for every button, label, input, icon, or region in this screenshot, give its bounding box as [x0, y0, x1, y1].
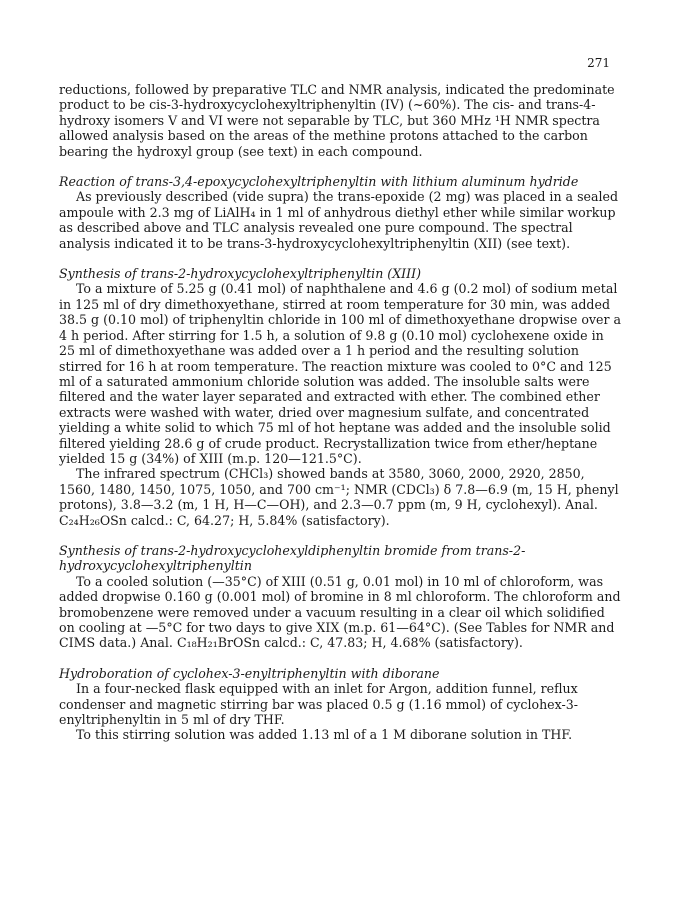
section-heading: Reaction of trans-3,4-epoxycyclohexyltriphenyltin with lithium aluminum hydride [59, 174, 579, 190]
section-heading: Hydroboration of cyclohex-3-enyltriphenyltin with diborane [59, 665, 440, 681]
section-paragraph: As previously described (vide supra) the trans-epoxide (2 mg) was placed in a sealed ampoule with 2.3 mg of LiAlH₄ in 1 ml of anhydrous diethyl ether while similar workup as described above and TLC analysis revealed one pure compound. The spectral analysis indicated it to be trans-3-hydroxycyclohexyltriphenyltin (XII) (see text). [59, 189, 619, 251]
body-text [59, 82, 621, 758]
section-paragraph: To a cooled solution (—35°C) of XIII (0.51 g, 0.01 mol) in 10 ml of chloroform, was added dropwise 0.160 g (0.001 mol) of bromine in 8 ml chloroform. The chloroform and bromobenzene were removed under a vacuum resulting in a clear oil which solidified on cooling at —5°C for two days to give XIX (m.p. 61—64°C). (See Tables for NMR and CIMS data.) Anal. C₁₈H₂₁BrOSn calcd.: C, 47.83; H, 4.68% (satisfactory). [59, 573, 621, 651]
section-paragraph: To a mixture of 5.25 g (0.41 mol) of naphthalene and 4.6 g (0.2 mol) of sodium metal in 125 ml of dry dimethoxyethane, stirred at room temperature for 30 min, was added 38.5 g (0.10 mol) of triphenyltin chloride in 100 ml of dimethoxyethane dropwise over a 4 h period. After stirring for 1.5 h, a solution of 9.8 g (0.10 mol) cyclohexene oxide in 25 ml of dimethoxyethane was added over a 1 h period and the resulting solution stirred for 16 h at room temperature. The reaction mixture was cooled to 0°C and 125 ml of a saturated ammonium chloride solution was added. The insoluble salts were filtered and the water layer separated and extracted with ether. The combined ether extracts were washed with water, dried over magnesium sulfate, and concentrated yielding a white solid to which 75 ml of hot heptane was added and the insoluble solid filtered yielding 28.6 g of crude product. Recrystallization twice from ether/heptane yielded 15 g (34%) of XIII (m.p. 120—121.5°C). [59, 281, 622, 466]
intro-paragraph: reductions, followed by preparative TLC and NMR analysis, indicated the predominate product to be cis-3-hydroxycyclohexyltriphenyltin (IV) (~60%). The cis- and trans-4-hydroxy isomers V and VI were not separable by TLC, but 360 MHz ¹H NMR spectra allowed analysis based on the areas of the methine protons attached to the carbon bearing the hydroxyl group (see text) in each compound. [59, 82, 615, 159]
section-heading: Synthesis of trans-2-hydroxycyclohexyldiphenyltin bromide from trans-2-hydroxycyclohexyltriphenyltin [59, 542, 526, 574]
section-paragraph: The infrared spectrum (CHCl₃) showed bands at 3580, 3060, 2000, 2920, 2850, 1560, 1480, 1450, 1075, 1050, and 700 cm⁻¹; NMR (CDCl₃) δ 7.8—6.9 (m, 15 H, phenyl protons), 3.8—3.2 (m, 1 H, H—C—OH), and 2.3—0.7 ppm (m, 9 H, cyclohexyl). Anal. C₂₄H₂₆OSn calcd.: C, 64.27; H, 5.84% (satisfactory). [59, 466, 619, 528]
section-synthesis-xiii [59, 266, 621, 528]
section-heading: Synthesis of trans-2-hydroxycyclohexyltriphenyltin (XIII) [59, 266, 422, 282]
section-hydroboration [59, 666, 621, 743]
section-paragraph: In a four-necked flask equipped with an inlet for Argon, addition funnel, reflux condenser and magnetic stirring bar was placed 0.5 g (1.16 mmol) of cyclohex-3-enyltriphenyltin in 5 ml of dry THF. [59, 681, 579, 728]
section-synthesis-xix [59, 543, 621, 651]
section-paragraph: To this stirring solution was added 1.13 ml of a 1 M diborane solution in THF. [76, 727, 573, 743]
page-number: 271 [587, 56, 610, 70]
section-lialh4-reduction [59, 174, 621, 251]
